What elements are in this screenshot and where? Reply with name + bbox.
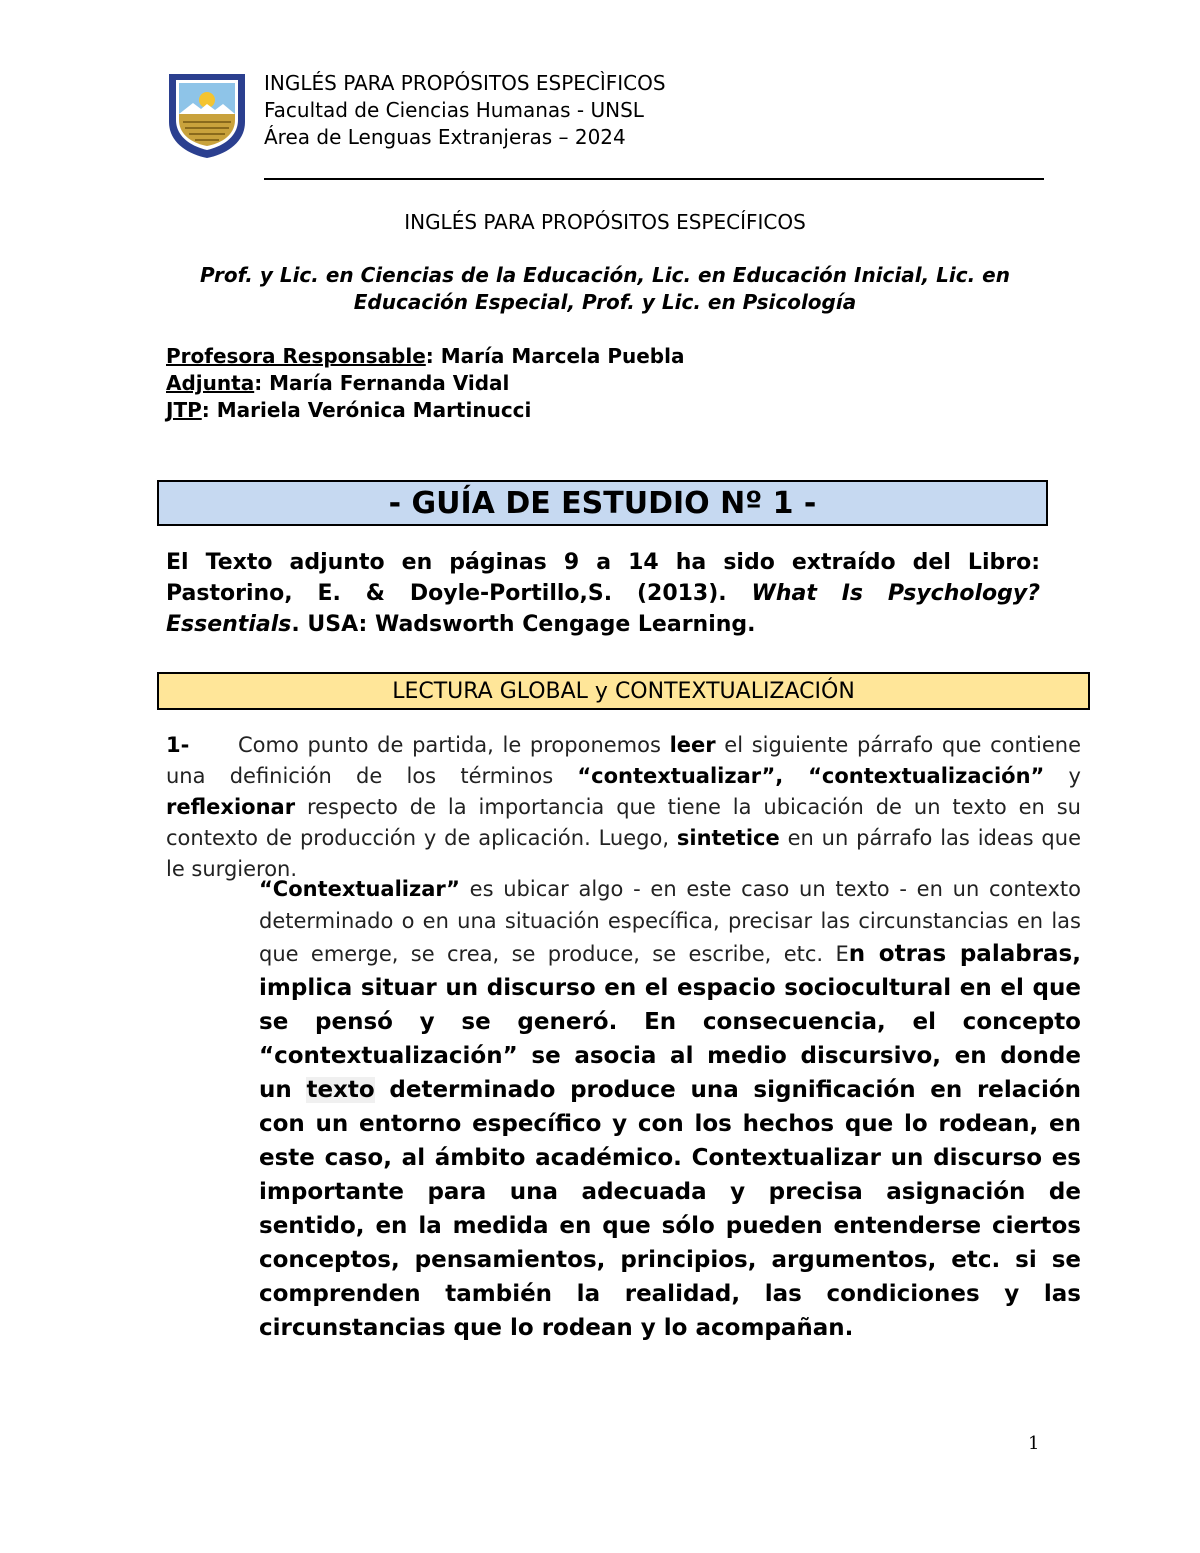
exercise-keyword: “contextualizar”, “contextualización” [577,764,1045,788]
staff-name: : María Marcela Puebla [425,344,685,368]
exercise-text: el siguiente párrafo que contiene una definición de los términos [166,733,1082,788]
exercise-keyword: reflexionar [166,795,296,819]
source-citation [166,547,1040,640]
staff-role: Profesora Responsable [166,344,426,368]
staff-adjunct [166,370,509,397]
exercise-text: en un párrafo las ideas que le surgieron. [166,826,1081,881]
university-shield-logo-icon [165,70,249,160]
quote-keyword: “Contextualizar” [259,877,460,901]
page-number: 1 [1028,1433,1040,1454]
header-institution-title: INGLÉS PARA PROPÓSITOS ESPECÌFICOS [264,71,666,95]
section-title-box [157,672,1090,710]
course-title: INGLÉS PARA PROPÓSITOS ESPECÍFICOS [404,210,806,234]
header-faculty: Facultad de Ciencias Humanas - UNSL [264,98,644,122]
programs-list [160,262,1050,316]
staff-jtp [166,397,531,424]
staff-role: JTP [166,398,202,422]
guide-title: - GUÍA DE ESTUDIO Nº 1 - [388,485,817,521]
quote-text: determinado produce una significación en relación con un entorno específico y con los hechos que lo rodean, en este caso, al ámbito académico. [259,1077,1082,1171]
quote-text: se asocia al medio discursivo, en donde un [259,1043,1081,1103]
quote-text: es ubicar algo - en este caso un texto - en un contexto determinado o en una situación específica, precisar las circunstancias en las que emerge, se crea, se produce, se escribe, etc. E [259,877,1081,966]
quote-text: n otras palabras, implica situar un discurso en el espacio sociocultural en el que se pensó y se generó. [259,941,1081,1035]
programs-line-2: Educación Especial, Prof. y Lic. en Psicología [353,290,857,314]
source-book-title: What Is Psychology? Essentials [166,581,1040,637]
exercise-keyword: sintetice [676,826,780,850]
section-title: LECTURA GLOBAL y CONTEXTUALIZACIÓN [392,678,855,704]
staff-responsible [166,343,684,370]
exercise-1 [166,730,1081,885]
programs-line-1: Prof. y Lic. en Ciencias de la Educación, Lic. en Educación Inicial, Lic. en [200,263,1010,287]
exercise-text: Como punto de partida, le proponemos [238,733,670,757]
header-area-year: Área de Lenguas Extranjeras – 2024 [264,125,626,149]
quote-highlighted-word: texto [306,1077,375,1103]
exercise-number: 1- [166,733,190,757]
exercise-keyword: leer [669,733,716,757]
quote-text: un discurso es importante para una adecuada y precisa asignación de sentido, en la medida en que sólo pueden entenderse ciertos conceptos, pensamientos, principios, argumentos, etc. si se comprenden también la realidad, las condiciones y las circunstancias que lo rodean y lo acompañan. [259,1145,1081,1341]
staff-role: Adjunta [166,371,255,395]
staff-name: : María Fernanda Vidal [254,371,510,395]
quote-keyword: “contextualización” [259,1043,518,1069]
definition-quote [259,873,1081,1345]
exercise-text: respecto de la importancia que tiene la ubicación de un texto en su contexto de producción y de aplicación. Luego, [166,795,1081,850]
source-publisher: . USA: Wadsworth Cengage Learning. [291,612,756,637]
staff-name: : Mariela Verónica Martinucci [201,398,532,422]
header-divider [264,178,1044,180]
exercise-text: y [1044,764,1081,788]
guide-title-box [157,480,1048,526]
quote-text: En consecuencia, el concepto [617,1009,1081,1035]
quote-keyword: Contextualizar [691,1145,881,1171]
source-text: El Texto adjunto en páginas 9 a 14 ha sido extraído del Libro: Pastorino, E. & Doyle-Portillo,S. (2013). [166,550,1040,606]
